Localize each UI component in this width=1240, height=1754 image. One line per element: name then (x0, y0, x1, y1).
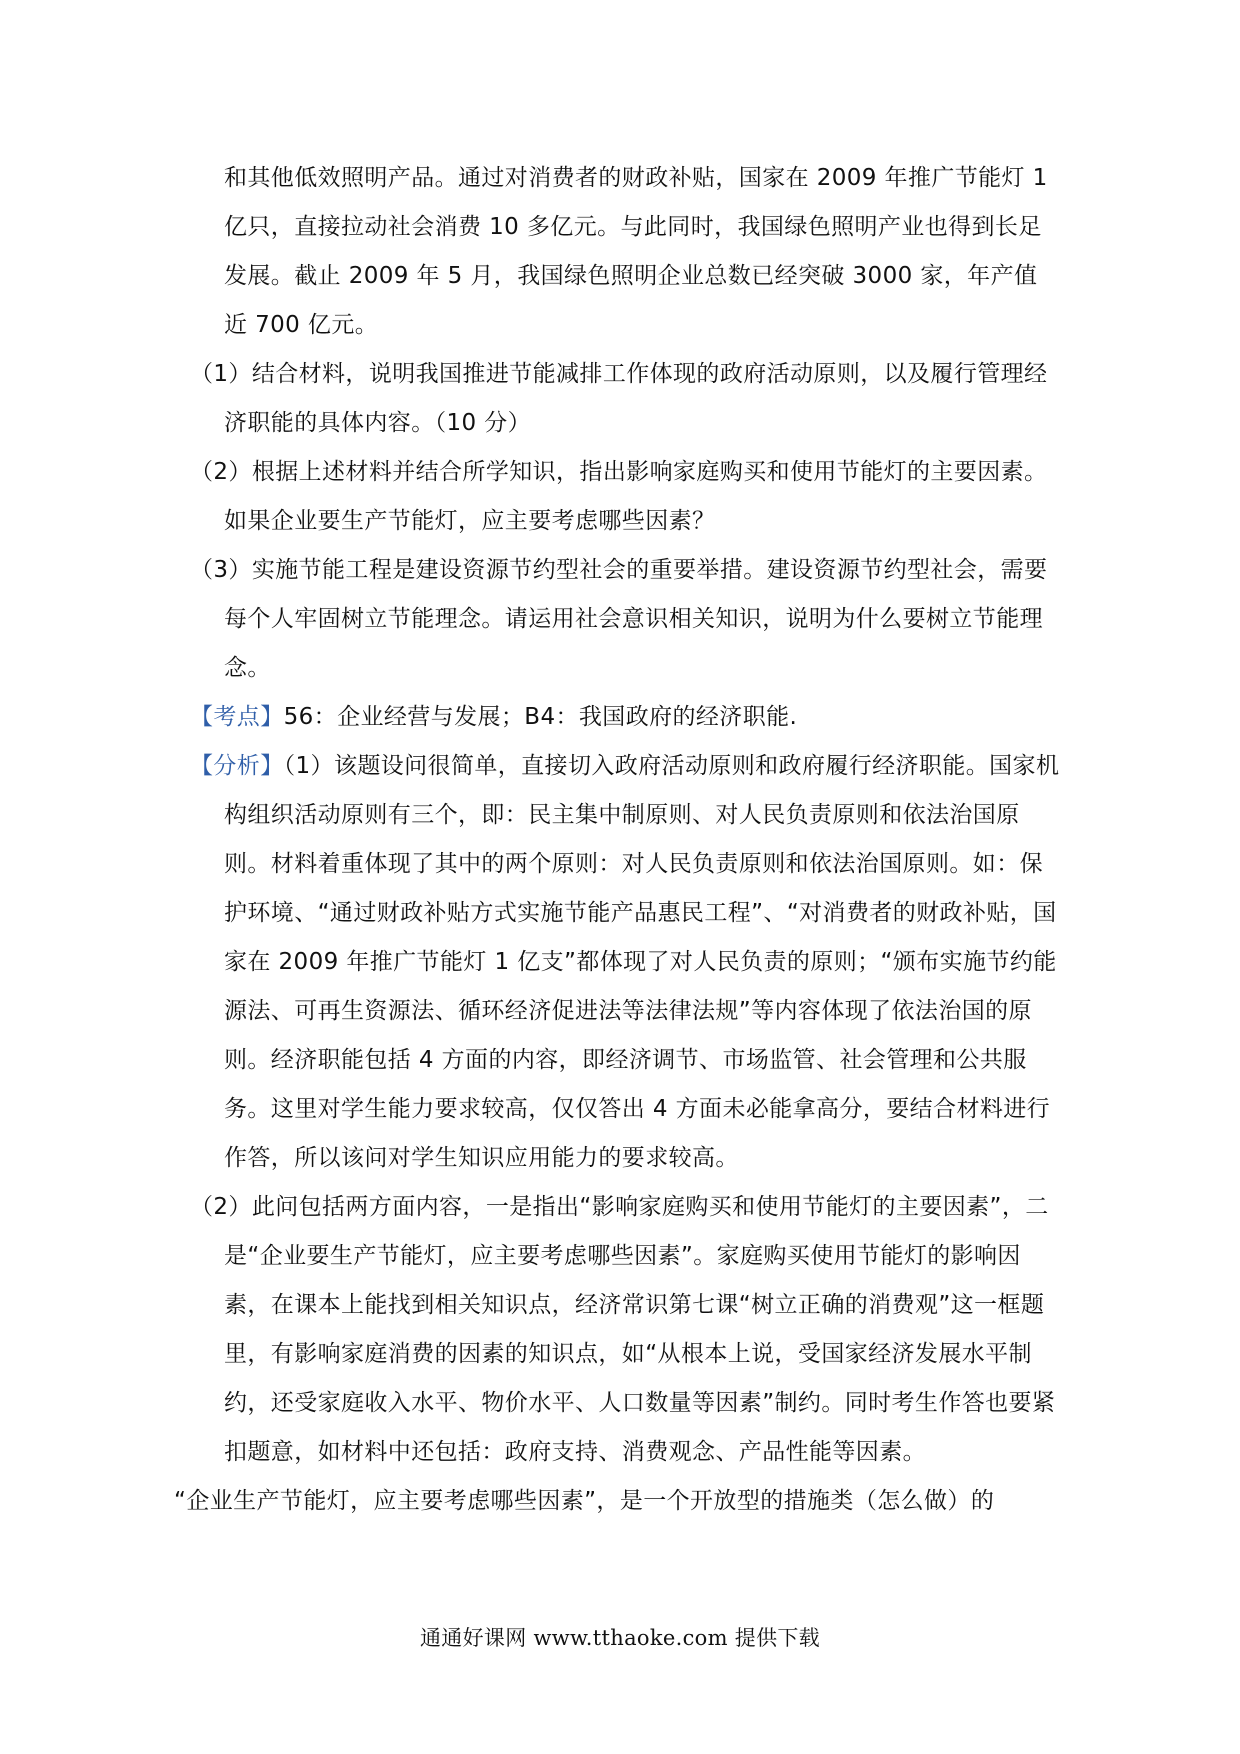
material-continuation: 和其他低效照明产品。通过对消费者的财政补贴，国家在 2009 年推广节能灯 1 亿只，直接拉动社会消费 10 多亿元。与此同时，我国绿色照明产业也得到长足发展。截止 2009 年 5 月，我国绿色照明企业总数已经突破 3000 家，年产值近 700 亿元。 (224, 165, 1048, 338)
fenxi-tag: 【分析】 (190, 753, 284, 779)
fenxi-part1: （1）该题设问很简单，直接切入政府活动原则和政府履行经济职能。国家机构组织活动原则有三个，即：民主集中制原则、对人民负责原则和依法治国原则。材料着重体现了其中的两个原则：对人民负责原则和依法治国原则。如：保护环境、“通过财政补贴方式实施节能产品惠民工程”、“对消费者的财政补贴，国家在 2009 年推广节能灯 1 亿支”都体现了对人民负责的原则；“颁布实施节约能源法、可再生资源法、循环经济促进法等法律法规”等内容体现了依法治国的原则。经济职能包括 4 方面的内容，即经济调节、市场监管、社会管理和公共服务。这里对学生能力要求较高，仅仅答出 4 方面未必能拿高分，要结合材料进行作答，所以该问对学生知识应用能力的要求较高。 (224, 753, 1060, 1171)
page-footer: 通通好课网 www.tthaoke.com 提供下载 (420, 1626, 820, 1650)
fenxi-part3: “企业生产节能灯，应主要考虑哪些因素”，是一个开放型的措施类（怎么做）的 (174, 1488, 995, 1514)
kaodian-text: 56：企业经营与发展；B4：我国政府的经济职能. (283, 704, 798, 730)
question-1: （1）结合材料，说明我国推进节能减排工作体现的政府活动原则，以及履行管理经济职能的具体内容。（10 分） (190, 361, 1048, 436)
fenxi-part2: （2）此问包括两方面内容，一是指出“影响家庭购买和使用节能灯的主要因素”，二是“企业要生产节能灯，应主要考虑哪些因素”。家庭购买使用节能灯的影响因素，在课本上能找到相关知识点，经济常识第七课“树立正确的消费观”这一框题里，有影响家庭消费的因素的知识点，如“从根本上说，受国家经济发展水平制约，还受家庭收入水平、物价水平、人口数量等因素”制约。同时考生作答也要紧扣题意，如材料中还包括：政府支持、消费观念、产品性能等因素。 (190, 1194, 1056, 1465)
question-2: （2）根据上述材料并结合所学知识，指出影响家庭购买和使用节能灯的主要因素。如果企业要生产节能灯，应主要考虑哪些因素？ (190, 459, 1048, 534)
document-body (174, 154, 1060, 1526)
kaodian-section (190, 693, 1060, 742)
fenxi-section (190, 742, 1060, 1183)
question-3: （3）实施节能工程是建设资源节约型社会的重要举措。建设资源节约型社会，需要每个人牢固树立节能理念。请运用社会意识相关知识，说明为什么要树立节能理念。 (190, 557, 1048, 681)
kaodian-tag: 【考点】 (190, 704, 284, 730)
